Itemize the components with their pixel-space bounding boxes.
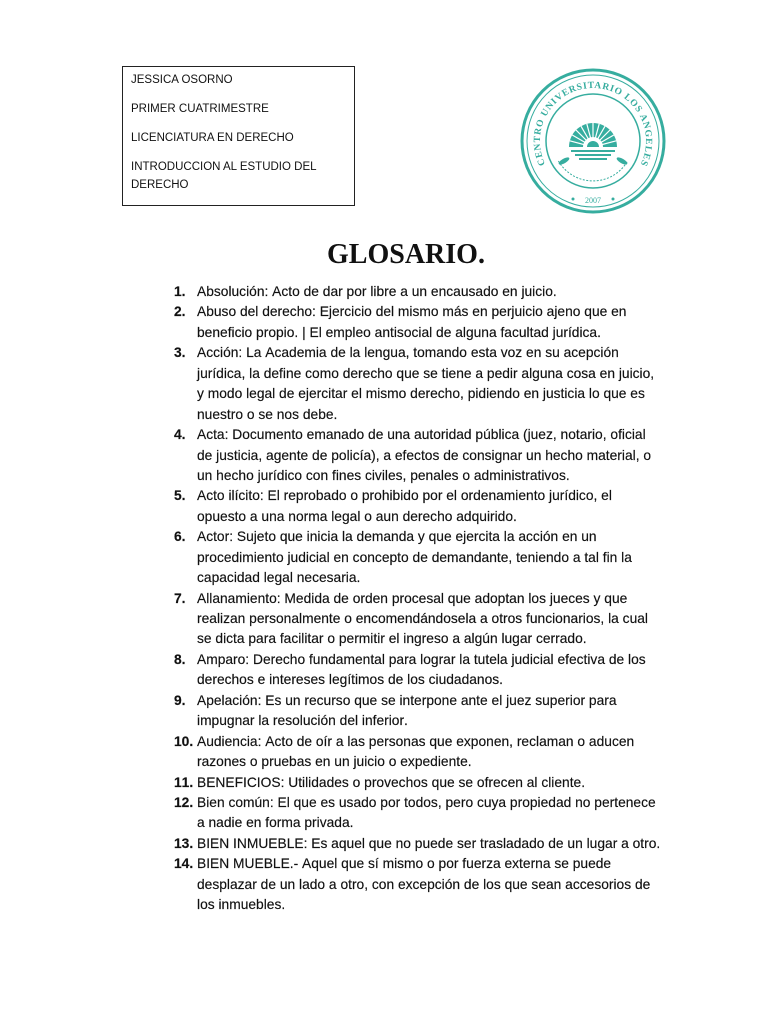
glossary-item bbox=[174, 691, 664, 732]
glossary-item bbox=[174, 834, 664, 854]
student-name: JESSICA OSORNO bbox=[131, 74, 233, 86]
item-definition: Audiencia: Acto de oír a las personas que exponen, reclaman o aducen razones o pruebas en un juicio o expediente. bbox=[197, 733, 635, 770]
item-number: 3. bbox=[174, 345, 186, 361]
item-definition: Acción: La Academia de la lengua, tomando esta voz en su acepción jurídica, la define como derecho que se tiene a pedir alguna cosa en juicio, y modo legal de ejercitar el mismo derecho, pidiendo en justicia lo que es nuestro o se nos debe. bbox=[197, 345, 655, 422]
seal-ring-text: CENTRO UNIVERSITARIO LOS ANGELES bbox=[532, 80, 654, 168]
item-number: 4. bbox=[174, 427, 186, 443]
item-number: 12. bbox=[174, 794, 194, 810]
item-definition: Allanamiento: Medida de orden procesal que adoptan los jueces y que realizan personalmente o encomendándosela a otros funcionarios, la cual se dicta para facilitar o permitir el ingreso a algún lugar cerrado. bbox=[197, 590, 648, 647]
seal-year-text: 2007 bbox=[585, 196, 601, 205]
item-definition: BIEN MUEBLE.- Aquel que sí mismo o por fuerza externa se puede desplazar de un lado a otro, con excepción de los que sean accesorios de los inmuebles. bbox=[197, 856, 651, 913]
item-number: 5. bbox=[174, 488, 186, 504]
glossary-item bbox=[174, 650, 664, 691]
item-definition: Acta: Documento emanado de una autoridad pública (juez, notario, oficial de justicia, agente de policía), a efectos de consignar un hecho material, o un hecho jurídico con fines civiles, penales o administrativos. bbox=[197, 427, 652, 483]
item-number: 6. bbox=[174, 529, 186, 545]
seal-motto-arc bbox=[558, 161, 627, 181]
item-number: 11. bbox=[174, 774, 194, 790]
student-info-box bbox=[122, 66, 355, 206]
item-definition: Acto ilícito: El reprobado o prohibido por el ordenamiento jurídico, el opuesto a una norma legal o aun derecho adquirido. bbox=[197, 488, 612, 524]
item-definition: Bien común: El que es usado por todos, pero cuya propiedad no pertenece a nadie en forma privada. bbox=[197, 794, 656, 831]
item-definition: Apelación: Es un recurso que se interpone ante el juez superior para impugnar la resolución del inferior. bbox=[197, 692, 617, 729]
seal-dome-emblem-icon bbox=[558, 123, 629, 166]
glossary-item bbox=[174, 793, 664, 834]
item-number: 7. bbox=[174, 590, 186, 606]
item-number: 9. bbox=[174, 692, 186, 708]
glossary-item bbox=[174, 773, 664, 793]
seal-dot-left-icon bbox=[572, 198, 575, 201]
glossary-list bbox=[174, 282, 664, 916]
item-number: 10. bbox=[174, 733, 194, 749]
item-definition: Actor: Sujeto que inicia la demanda y que ejercita la acción en un procedimiento judicial en concepto de demandante, teniendo a tal fin la capacidad legal necesaria. bbox=[197, 529, 632, 586]
item-definition: BIEN INMUEBLE: Es aquel que no puede ser trasladado de un lugar a otro. bbox=[197, 835, 661, 851]
seal-dot-right-icon bbox=[612, 198, 615, 201]
glossary-item bbox=[174, 732, 664, 773]
glossary-item bbox=[174, 486, 664, 527]
term-label: PRIMER CUATRIMESTRE bbox=[131, 103, 269, 115]
item-number: 8. bbox=[174, 651, 186, 667]
glossary-item bbox=[174, 282, 664, 302]
glossary-item bbox=[174, 425, 664, 486]
glossary-item bbox=[174, 343, 664, 425]
course-label: INTRODUCCION AL ESTUDIO DEL DERECHO bbox=[131, 161, 317, 191]
item-definition: Abuso del derecho: Ejercicio del mismo más en perjuicio ajeno que en beneficio propio. | El empleo antisocial de alguna facultad jurídica. bbox=[197, 304, 627, 340]
item-number: 13. bbox=[174, 835, 194, 851]
item-number: 1. bbox=[174, 284, 186, 299]
item-definition: Absolución: Acto de dar por libre a un encausado en juicio. bbox=[197, 284, 557, 299]
item-definition: Amparo: Derecho fundamental para lograr la tutela judicial efectiva de los derechos e intereses legítimos de los ciudadanos. bbox=[197, 651, 646, 688]
glossary-item bbox=[174, 527, 664, 588]
item-definition: BENEFICIOS: Utilidades o provechos que se ofrecen al cliente. bbox=[197, 774, 586, 790]
item-number: 2. bbox=[174, 304, 186, 320]
page-title: GLOSARIO. bbox=[327, 239, 485, 270]
item-number: 14. bbox=[174, 856, 194, 872]
glossary-item bbox=[174, 854, 664, 915]
university-seal-logo bbox=[519, 65, 667, 217]
glossary-item bbox=[174, 302, 664, 343]
glossary-item bbox=[174, 589, 664, 650]
degree-label: LICENCIATURA EN DERECHO bbox=[131, 132, 294, 144]
